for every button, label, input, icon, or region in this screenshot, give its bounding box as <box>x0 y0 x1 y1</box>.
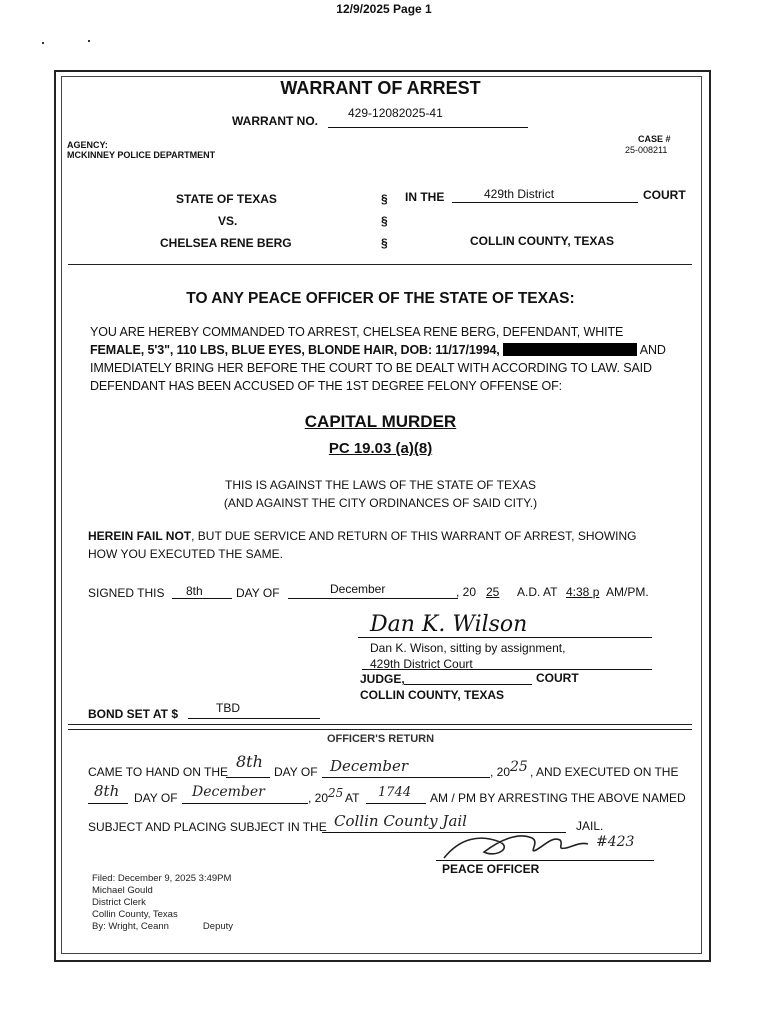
exec-at: AT <box>345 791 360 805</box>
fail-not-lead: HEREIN FAIL NOT <box>88 529 192 543</box>
court-line <box>452 202 638 203</box>
signed-year-prefix: , 20 <box>456 585 477 599</box>
judge-court-label: COURT <box>536 671 579 685</box>
exec-month: December <box>192 784 265 800</box>
address-line: TO ANY PEACE OFFICER OF THE STATE OF TEXAS: <box>186 290 575 307</box>
command-and: AND <box>639 343 666 357</box>
judge-name: Dan K. Wison, sitting by assignment, <box>370 641 566 655</box>
court-label: COURT <box>643 188 686 202</box>
agency-label: AGENCY: <box>67 140 108 150</box>
agency-name: MCKINNEY POLICE DEPARTMENT <box>67 150 216 160</box>
bond-amount: TBD <box>216 701 240 715</box>
against-laws-line: THIS IS AGAINST THE LAWS OF THE STATE OF TEXAS <box>225 478 536 492</box>
page-header <box>0 2 768 16</box>
defendant-description: FEMALE, 5'3", 110 LBS, BLUE EYES, BLONDE HAIR, DOB: 11/17/1994, <box>90 343 500 357</box>
came-to-hand-label: CAME TO HAND ON THE <box>88 765 229 779</box>
signed-year-suffix: 25 <box>486 585 500 599</box>
exec-year: 25 <box>328 786 344 800</box>
exec-month-line <box>182 803 308 804</box>
judge-label-line <box>404 684 532 685</box>
exec-day-line <box>88 803 128 804</box>
judge-county: COLLIN COUNTY, TEXAS <box>360 688 505 702</box>
came-day: 8th <box>236 752 263 771</box>
filed-stamp <box>92 873 233 933</box>
state-label: STATE OF TEXAS <box>176 192 277 206</box>
came-year: 25 <box>510 759 528 775</box>
judge-signature-line <box>358 637 652 638</box>
section-symbol: § <box>381 214 388 228</box>
county-label: COLLIN COUNTY, TEXAS <box>470 234 615 248</box>
defendant-name: CHELSEA RENE BERG <box>160 236 292 250</box>
warrant-number-line <box>328 127 528 128</box>
vs-label: VS. <box>218 214 238 228</box>
exec-time-line <box>366 803 426 804</box>
officers-return-title: OFFICER'S RETURN <box>326 733 435 745</box>
signed-ampm: AM/PM. <box>606 585 649 599</box>
filed-deputy: Deputy <box>202 921 234 932</box>
filed-clerk-title: District Clerk <box>92 897 146 908</box>
return-divider <box>68 724 692 725</box>
exec-year-prefix: , 20 <box>308 791 329 805</box>
signed-day-line <box>172 598 232 599</box>
fail-not-line2: HOW YOU EXECUTED THE SAME. <box>88 547 283 561</box>
fail-not-rest: , BUT DUE SERVICE AND RETURN OF THIS WARRANT OF ARREST, SHOWING <box>191 529 637 543</box>
filed-date: Filed: December 9, 2025 3:49PM <box>92 873 232 884</box>
exec-time: 1744 <box>378 785 412 800</box>
judge-court: 429th District Court <box>370 657 473 671</box>
subject-text: SUBJECT AND PLACING SUBJECT IN THE <box>88 820 327 834</box>
arrest-text: AM / PM BY ARRESTING THE ABOVE NAMED <box>430 791 686 805</box>
command-paragraph <box>90 323 690 395</box>
signed-time: 4:38 p <box>566 585 600 599</box>
against-ordinances-line: (AND AGAINST THE CITY ORDINANCES OF SAID CITY.) <box>223 496 538 510</box>
came-month-line <box>322 777 490 778</box>
command-line: YOU ARE HEREBY COMMANDED TO ARREST, CHELSEA RENE BERG, DEFENDANT, WHITE <box>90 325 624 339</box>
judge-label: JUDGE, <box>360 672 405 686</box>
return-divider <box>68 729 692 730</box>
section-symbol: § <box>381 236 388 250</box>
signed-day-of: DAY OF <box>236 586 280 600</box>
signed-month-line <box>288 598 458 599</box>
header-page: Page 1 <box>393 2 432 16</box>
speck <box>88 40 90 42</box>
jail-label: JAIL. <box>576 819 604 833</box>
executed-on-label: , AND EXECUTED ON THE <box>530 765 679 779</box>
judge-court-line <box>362 669 652 670</box>
came-year-prefix: , 20 <box>490 765 511 779</box>
offense-name: CAPITAL MURDER <box>304 412 457 431</box>
case-number: 25-008211 <box>625 145 668 155</box>
case-label: CASE # <box>638 134 671 144</box>
document-title: WARRANT OF ARREST <box>280 78 481 98</box>
exec-day-of: DAY OF <box>134 791 178 805</box>
command-line-2 <box>90 341 690 359</box>
bond-line <box>188 718 320 719</box>
bond-label: BOND SET AT $ <box>88 707 179 721</box>
header-date: 12/9/2025 <box>336 2 390 16</box>
offense-code: PC 19.03 (a)(8) <box>328 440 433 457</box>
redaction-box <box>503 343 637 356</box>
jail-name: Collin County Jail <box>334 812 467 830</box>
signed-ad-at: A.D. AT <box>517 585 558 599</box>
filed-county: Collin County, Texas <box>92 909 178 920</box>
warrant-number-value: 429-12082025-41 <box>348 106 443 120</box>
command-line: DEFENDANT HAS BEEN ACCUSED OF THE 1ST DEGREE FELONY OFFENSE OF: <box>90 379 563 393</box>
came-month: December <box>330 757 409 775</box>
section-divider <box>68 264 692 265</box>
officer-badge: #423 <box>596 834 635 850</box>
command-line: IMMEDIATELY BRING HER BEFORE THE COURT TO BE DEALT WITH ACCORDING TO LAW. SAID <box>90 361 652 375</box>
signed-day: 8th <box>186 584 203 598</box>
peace-officer-label: PEACE OFFICER <box>442 862 540 876</box>
filed-by: By: Wright, Ceann <box>92 921 169 932</box>
speck <box>42 42 44 44</box>
warrant-number-label: WARRANT NO. <box>232 114 318 128</box>
judge-signature: Dan K. Wilson <box>370 612 528 637</box>
exec-day: 8th <box>94 782 120 800</box>
in-the-label: IN THE <box>405 190 445 204</box>
signed-month: December <box>330 582 386 596</box>
signed-label: SIGNED THIS <box>88 586 165 600</box>
filed-clerk-name: Michael Gould <box>92 885 153 896</box>
section-symbol: § <box>381 192 388 206</box>
fail-not-paragraph <box>88 527 688 563</box>
officer-signature-line <box>436 860 654 861</box>
came-day-line <box>226 777 270 778</box>
court-name: 429th District <box>484 187 555 201</box>
came-day-of: DAY OF <box>274 765 318 779</box>
